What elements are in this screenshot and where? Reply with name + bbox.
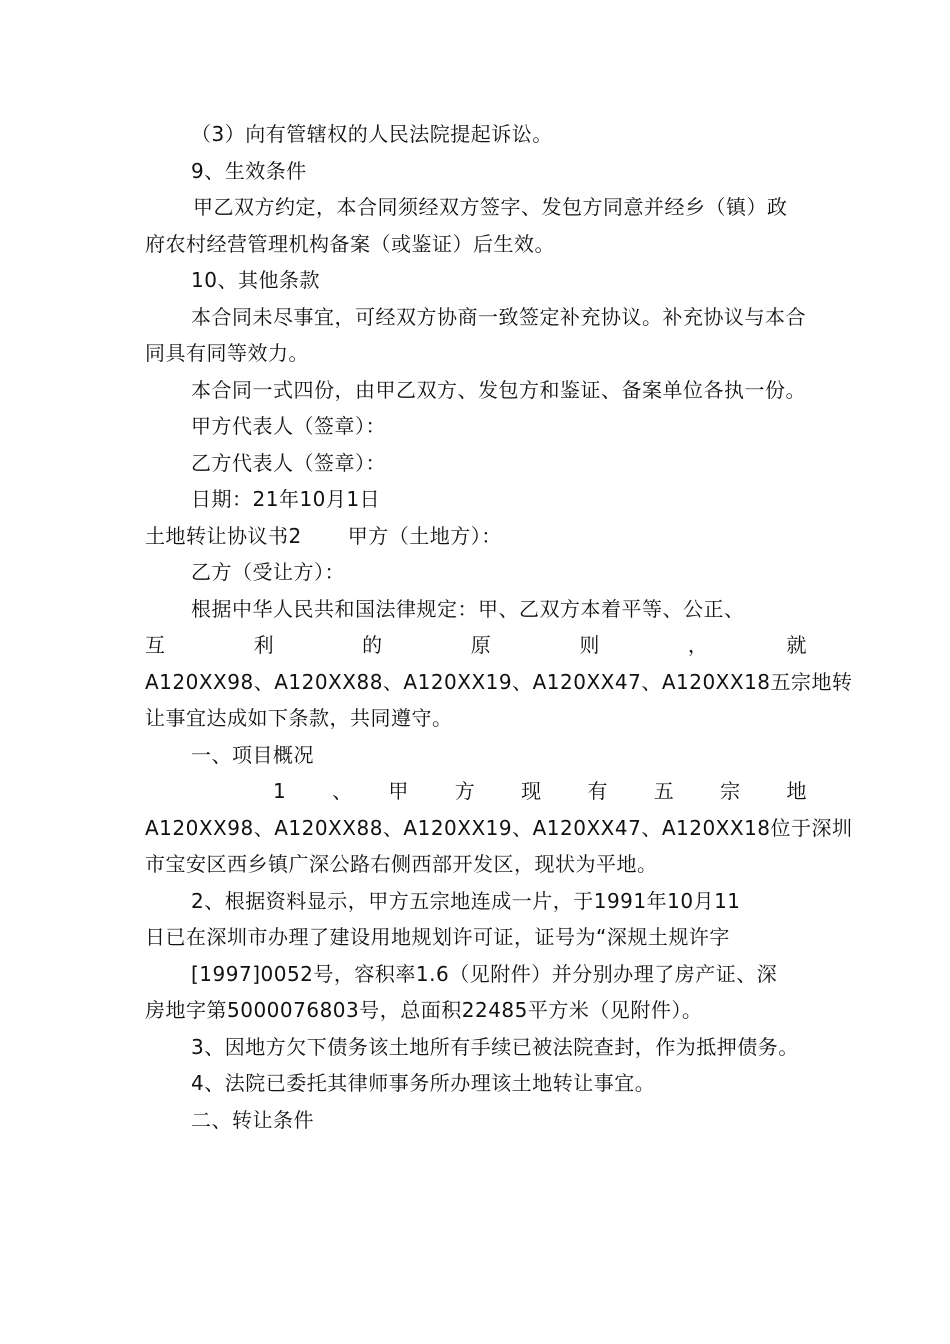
paragraph-law-firm: 4、法院已委托其律师事务所办理该土地转让事宜。 xyxy=(191,1071,656,1095)
signature-party-b: 乙方代表人（签章）： xyxy=(191,450,386,475)
date-line: 日期：21年10月1日 xyxy=(191,487,381,511)
land-location-line-2: A120XX98、A120XX88、A120XX19、A120XX47、A120XX18位于深圳 xyxy=(145,815,853,840)
planning-permit-line-1: 2、根据资料显示，甲方五宗地连成一片，于1991年10月11 xyxy=(191,888,741,913)
party-a-label: 甲方（土地方）： xyxy=(347,523,502,548)
legal-basis-line-3: A120XX98、A120XX88、A120XX19、A120XX47、A120XX18五宗地转 xyxy=(145,669,853,694)
heading-effective-conditions: 9、生效条件 xyxy=(191,158,307,183)
agreement-title: 土地转让协议书2 xyxy=(145,523,302,548)
land-location-line-1: 1 、 甲 方 现 有 五 宗 地 xyxy=(273,779,807,803)
land-location-line-3: 市宝安区西乡镇广深公路右侧西部开发区，现状为平地。 xyxy=(145,852,658,876)
paragraph-effective-conditions: 甲乙双方约定，本合同须经双方签字、发包方同意并经乡（镇）政府农村经营管理机构备案（或鉴证）后生效。 xyxy=(145,195,788,256)
paragraph-seizure: 3、因地方欠下债务该土地所有手续已被法院查封，作为抵押债务。 xyxy=(191,1034,799,1059)
planning-permit-line-2: 日已在深圳市办理了建设用地规划许可证，证号为“深规土规许字 xyxy=(145,925,730,949)
agreement-title-line xyxy=(145,518,807,555)
property-certificate-line-2: 房地字第5000076803号，总面积22485平方米（见附件）。 xyxy=(145,998,703,1022)
heading-transfer-conditions: 二、转让条件 xyxy=(191,1107,314,1132)
signature-party-a: 甲方代表人（签章）： xyxy=(191,414,386,438)
heading-other-clauses: 10、其他条款 xyxy=(191,268,320,292)
property-certificate-line-1: [1997]0052号，容积率1.6（见附件）并分别办理了房产证、深 xyxy=(191,961,778,986)
legal-basis-line-4: 让事宜达成如下条款，共同遵守。 xyxy=(145,706,453,730)
paragraph-supplement: 本合同未尽事宜，可经双方协商一致签定补充协议。补充协议与本合同具有同等效力。 xyxy=(145,304,806,365)
paragraph-property-certificate xyxy=(145,956,807,1029)
paragraph-legal-basis xyxy=(145,591,853,737)
legal-basis-line-2: 互 利 的 原 则 ， 就 xyxy=(145,633,807,657)
paragraph-copies: 本合同一式四份，由甲乙双方、发包方和鉴证、备案单位各执一份。 xyxy=(191,377,806,402)
heading-project-overview: 一、项目概况 xyxy=(191,742,314,767)
paragraph-planning-permit xyxy=(145,883,807,956)
paragraph-litigation: （3）向有管辖权的人民法院提起诉讼。 xyxy=(191,122,553,146)
party-b-label: 乙方（受让方）： xyxy=(191,560,345,584)
paragraph-land-location xyxy=(145,773,853,883)
legal-basis-line-1: 根据中华人民共和国法律规定：甲、乙双方本着平等、公正、 xyxy=(191,596,745,621)
